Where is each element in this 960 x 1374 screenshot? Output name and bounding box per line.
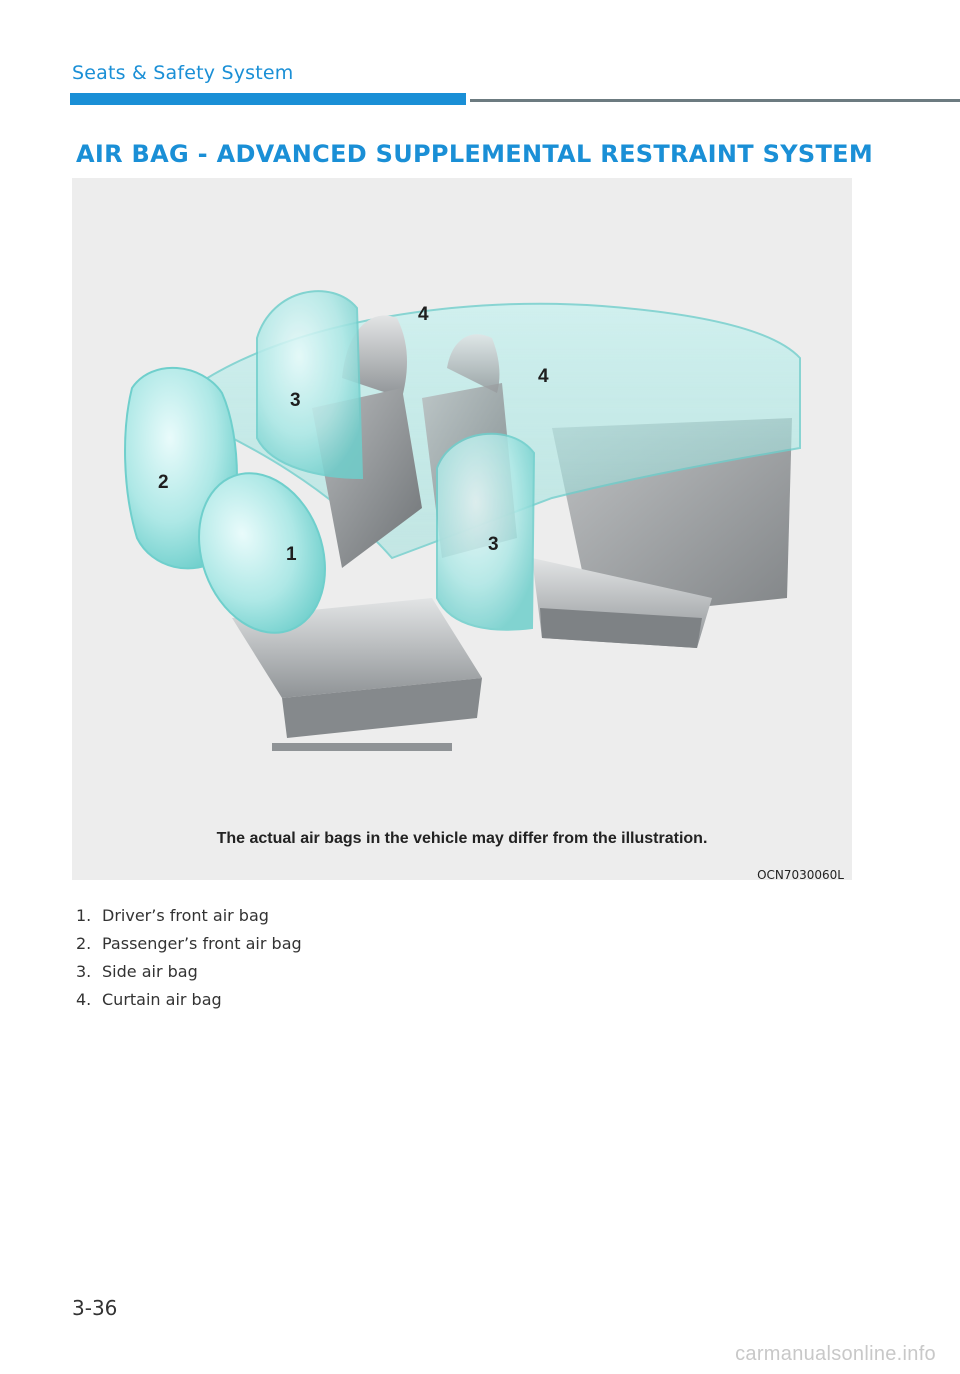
list-item: 4. Curtain air bag [76,990,222,1009]
list-item: 2. Passenger’s front air bag [76,934,302,953]
watermark: carmanualsonline.info [735,1343,936,1365]
page-heading: AIR BAG - ADVANCED SUPPLEMENTAL RESTRAINT SYSTEM [76,140,874,168]
callout-4-rear: 4 [538,366,549,387]
callout-2: 2 [158,472,169,493]
callout-1: 1 [286,544,297,565]
header-accent-bar [70,93,466,105]
header-rule [470,99,960,102]
figure-caption: The actual air bags in the vehicle may differ from the illustration. [216,830,708,847]
callout-3-front: 3 [290,390,301,411]
airbag-illustration [72,178,852,880]
side-airbag-rear [437,434,534,630]
airbag-diagram-svg [72,178,852,880]
callout-4-front: 4 [418,304,429,325]
airbag-legend [76,902,302,1014]
list-item: 1. Driver’s front air bag [76,906,269,925]
side-airbag-front [257,291,362,478]
section-title: Seats & Safety System [72,62,294,84]
callout-3-rear: 3 [488,534,499,555]
list-item: 3. Side air bag [76,962,198,981]
figure-code: OCN7030060L [757,868,844,882]
page-number: 3-36 [72,1296,118,1320]
